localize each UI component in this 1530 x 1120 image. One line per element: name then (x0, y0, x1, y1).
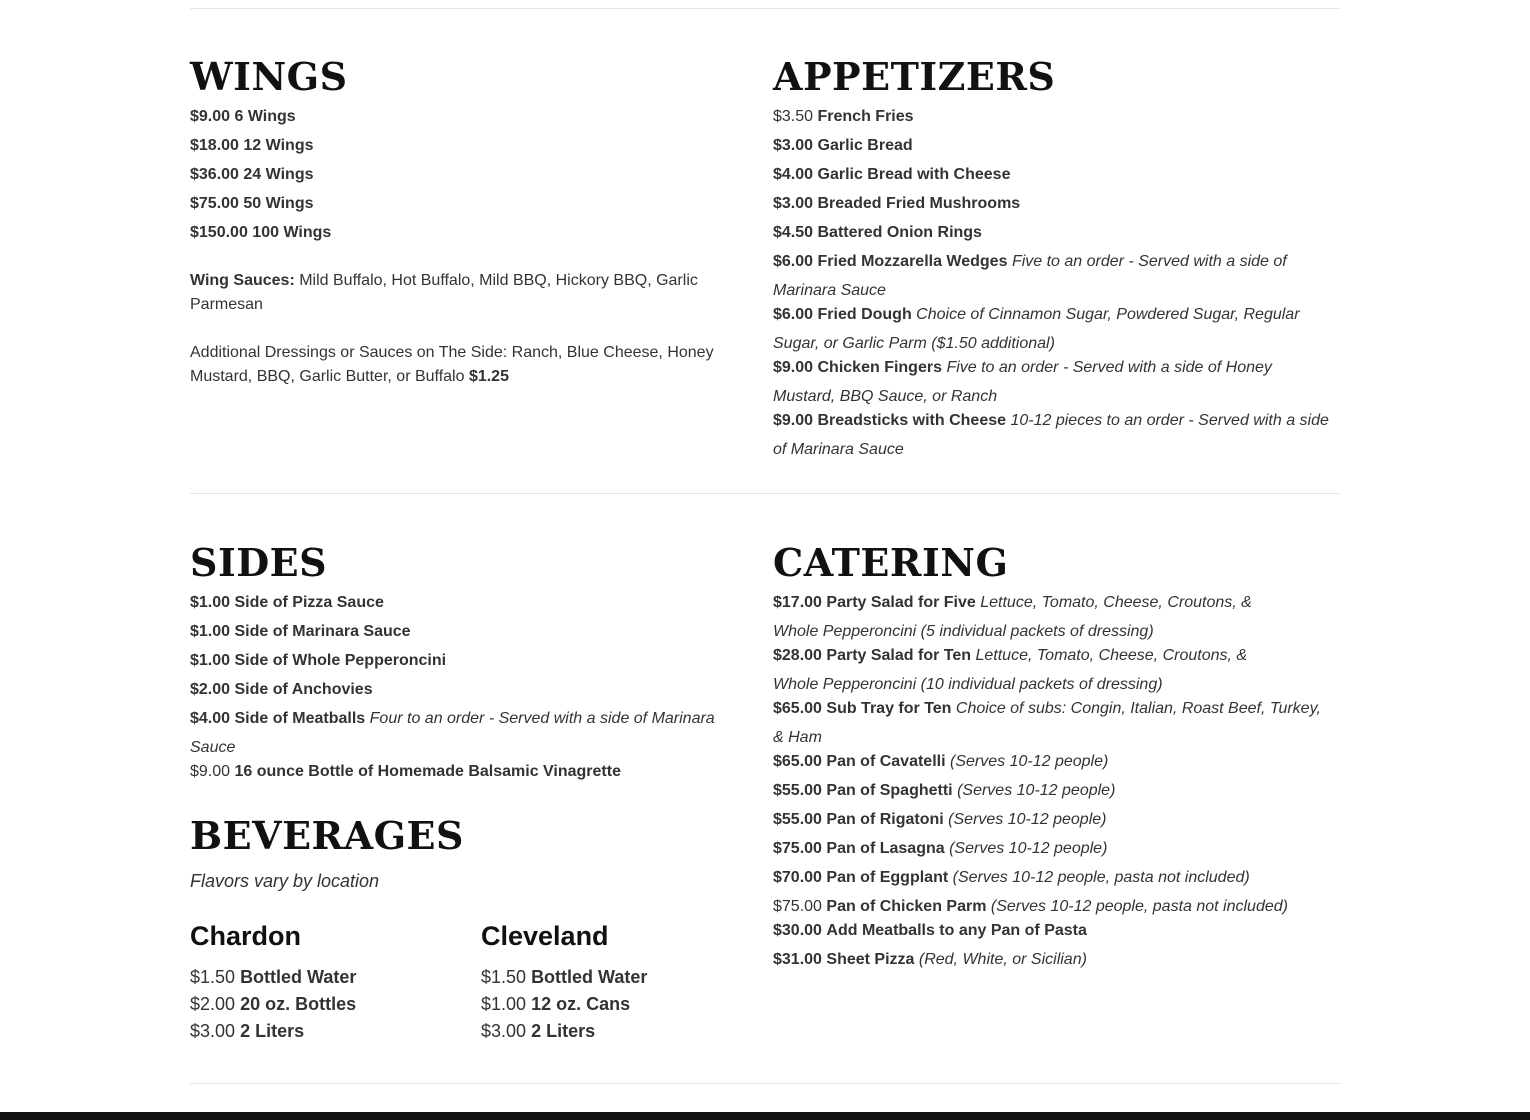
item-name: Pan of Eggplant (826, 869, 949, 886)
footer-bar (0, 1112, 1530, 1120)
item-price: $75.00 (773, 840, 822, 857)
appetizers-section (773, 54, 1333, 464)
item-desc: (Serves 10-12 people) (950, 753, 1109, 770)
item-name: 24 Wings (243, 166, 314, 183)
item-price: $1.00 (190, 623, 231, 640)
item-name: Side of Marinara Sauce (234, 623, 411, 640)
menu-item (773, 102, 1333, 131)
menu-item (190, 675, 740, 704)
item-name: 12 oz. Cans (531, 994, 631, 1014)
menu-item (481, 991, 741, 1018)
menu-item (190, 1018, 470, 1045)
item-price: $6.00 (773, 306, 814, 323)
item-name: Side of Anchovies (234, 681, 373, 698)
menu-item (190, 160, 740, 189)
item-price: $1.00 (481, 994, 527, 1014)
menu-item (773, 353, 1333, 411)
item-name: Pan of Cavatelli (826, 753, 946, 770)
catering-list (773, 588, 1333, 974)
wing-sauces (190, 269, 740, 317)
beverages-note: Flavors vary by location (190, 871, 380, 891)
location-heading: Cleveland (481, 921, 609, 951)
sides-heading: SIDES (190, 540, 328, 585)
item-price: $9.00 (190, 763, 231, 780)
item-name: Sub Tray for Ten (826, 700, 952, 717)
bottom-divider (190, 1083, 1340, 1084)
menu-item (190, 588, 740, 617)
sides-section (190, 540, 740, 786)
item-price: $55.00 (773, 811, 822, 828)
menu-item (773, 694, 1333, 752)
item-desc: Lettuce, Tomato, Cheese, Croutons, & Whole Pepperoncini (5 individual packets of dressing) (773, 594, 1252, 640)
menu-item (773, 189, 1333, 218)
item-price: $1.00 (190, 594, 231, 611)
cleveland-menu (481, 921, 741, 1045)
item-name: 2 Liters (531, 1021, 596, 1041)
item-desc: Five to an order - Served with a side of Honey Mustard, BBQ Sauce, or Ranch (773, 359, 1272, 405)
item-price: $30.00 (773, 922, 822, 939)
menu-item (773, 834, 1333, 863)
item-price: $9.00 (773, 359, 814, 376)
item-desc: (Serves 10-12 people) (948, 811, 1107, 828)
menu-item (190, 757, 740, 786)
item-name: Bottled Water (240, 967, 357, 987)
menu-item (773, 863, 1333, 892)
additional-dressings (190, 341, 740, 389)
item-price: $4.00 (190, 710, 231, 727)
beverages-heading: BEVERAGES (190, 813, 464, 858)
item-name: Pan of Chicken Parm (826, 898, 987, 915)
item-price: $28.00 (773, 647, 822, 664)
item-name: Sheet Pizza (826, 951, 915, 968)
item-name: Add Meatballs to any Pan of Pasta (826, 922, 1087, 939)
item-name: Breaded Fried Mushrooms (817, 195, 1021, 212)
item-desc: (Serves 10-12 people) (957, 782, 1116, 799)
menu-item (190, 218, 740, 247)
item-desc: Five to an order - Served with a side of Marinara Sauce (773, 253, 1287, 299)
item-price: $9.00 (190, 108, 231, 125)
item-price: $3.00 (481, 1021, 527, 1041)
menu-item (773, 588, 1333, 646)
item-desc: Four to an order - Served with a side of Marinara Sauce (190, 710, 715, 756)
item-price: $31.00 (773, 951, 822, 968)
item-price: $65.00 (773, 700, 822, 717)
menu-item (773, 131, 1333, 160)
item-price: $55.00 (773, 782, 822, 799)
menu-item (481, 964, 741, 991)
item-name: 2 Liters (240, 1021, 305, 1041)
sides-list (190, 588, 740, 786)
location-heading: Chardon (190, 921, 301, 951)
item-desc: 10-12 pieces to an order - Served with a side of Marinara Sauce (773, 412, 1329, 458)
item-name: Side of Meatballs (234, 710, 366, 727)
menu-item (773, 641, 1333, 699)
wings-heading: WINGS (190, 54, 348, 99)
item-name: Bottled Water (531, 967, 648, 987)
menu-item (773, 776, 1333, 805)
menu-item (190, 102, 740, 131)
item-name: Pan of Lasagna (826, 840, 945, 857)
menu-item (190, 991, 470, 1018)
item-price: $3.00 (773, 137, 814, 154)
item-desc: (Red, White, or Sicilian) (918, 951, 1087, 968)
item-desc: (Serves 10-12 people, pasta not included) (952, 869, 1250, 886)
chardon-menu (190, 921, 470, 1045)
item-name: Fried Mozzarella Wedges (817, 253, 1008, 270)
item-price: $75.00 (773, 898, 822, 915)
menu-item (481, 1018, 741, 1045)
item-price: $70.00 (773, 869, 822, 886)
item-price: $65.00 (773, 753, 822, 770)
menu-item (773, 805, 1333, 834)
item-price: $150.00 (190, 224, 248, 241)
item-price: $1.00 (190, 652, 231, 669)
item-desc: (Serves 10-12 people) (949, 840, 1108, 857)
item-price: $3.50 (773, 108, 814, 125)
appetizers-heading: APPETIZERS (773, 54, 1056, 99)
item-desc: (Serves 10-12 people, pasta not included) (990, 898, 1288, 915)
menu-item (190, 131, 740, 160)
wings-section (190, 54, 740, 389)
item-price: $3.00 (190, 1021, 236, 1041)
item-name: Fried Dough (817, 306, 912, 323)
item-name: Chicken Fingers (817, 359, 942, 376)
item-price: $18.00 (190, 137, 239, 154)
item-price: $17.00 (773, 594, 822, 611)
item-name: 20 oz. Bottles (240, 994, 357, 1014)
item-name: Battered Onion Rings (817, 224, 982, 241)
top-divider (190, 8, 1340, 9)
item-price: $36.00 (190, 166, 239, 183)
item-price: $6.00 (773, 253, 814, 270)
menu-item (190, 189, 740, 218)
item-desc: Lettuce, Tomato, Cheese, Croutons, & Whole Pepperoncini (10 individual packets of dressing) (773, 647, 1248, 693)
item-name: Garlic Bread (817, 137, 913, 154)
item-text: Additional Dressings or Sauces on The Side: Ranch, Blue Cheese, Honey Mustard, BBQ, Garlic Butter, or Buffalo (190, 344, 714, 385)
item-name: Party Salad for Five (826, 594, 976, 611)
item-name: Pan of Rigatoni (826, 811, 944, 828)
item-text: Mild Buffalo, Hot Buffalo, Mild BBQ, Hickory BBQ, Garlic Parmesan (190, 272, 698, 313)
menu-item (773, 218, 1333, 247)
menu-item (773, 160, 1333, 189)
catering-heading: CATERING (773, 540, 1009, 585)
item-name: Pan of Spaghetti (826, 782, 953, 799)
menu-item (190, 646, 740, 675)
item-name: 12 Wings (243, 137, 314, 154)
menu-item (773, 747, 1333, 776)
item-name: Party Salad for Ten (826, 647, 972, 664)
menu-item (190, 964, 470, 991)
beverages-section (190, 813, 740, 1041)
item-name: Side of Whole Pepperoncini (234, 652, 447, 669)
item-price: $1.50 (190, 967, 236, 987)
item-desc: Choice of subs: Congin, Italian, Roast Beef, Turkey, & Ham (773, 700, 1321, 746)
item-desc: Choice of Cinnamon Sugar, Powdered Sugar, Regular Sugar, or Garlic Parm ($1.50 additional) (773, 306, 1300, 352)
item-name: Side of Pizza Sauce (234, 594, 384, 611)
appetizers-list (773, 102, 1333, 464)
wings-list (190, 102, 740, 247)
item-name: Breadsticks with Cheese (817, 412, 1007, 429)
menu-item (773, 300, 1333, 358)
menu-item (190, 617, 740, 646)
item-price: $75.00 (190, 195, 239, 212)
catering-section (773, 540, 1333, 974)
menu-item (773, 406, 1333, 464)
item-name: 100 Wings (252, 224, 332, 241)
item-name: 6 Wings (234, 108, 296, 125)
item-price: $3.00 (773, 195, 814, 212)
item-price: $2.00 (190, 681, 231, 698)
item-text: $1.25 (468, 368, 509, 385)
item-text: Wing Sauces: (190, 272, 295, 289)
item-price: $1.50 (481, 967, 527, 987)
middle-divider (190, 493, 1340, 494)
item-price: $2.00 (190, 994, 236, 1014)
item-price: $9.00 (773, 412, 814, 429)
menu-item (773, 247, 1333, 305)
item-name: 16 ounce Bottle of Homemade Balsamic Vinagrette (234, 763, 621, 780)
item-name: Garlic Bread with Cheese (817, 166, 1011, 183)
item-name: 50 Wings (243, 195, 314, 212)
menu-item (190, 704, 740, 762)
item-price: $4.50 (773, 224, 814, 241)
item-name: French Fries (817, 108, 914, 125)
item-price: $4.00 (773, 166, 814, 183)
menu-item (773, 945, 1333, 974)
